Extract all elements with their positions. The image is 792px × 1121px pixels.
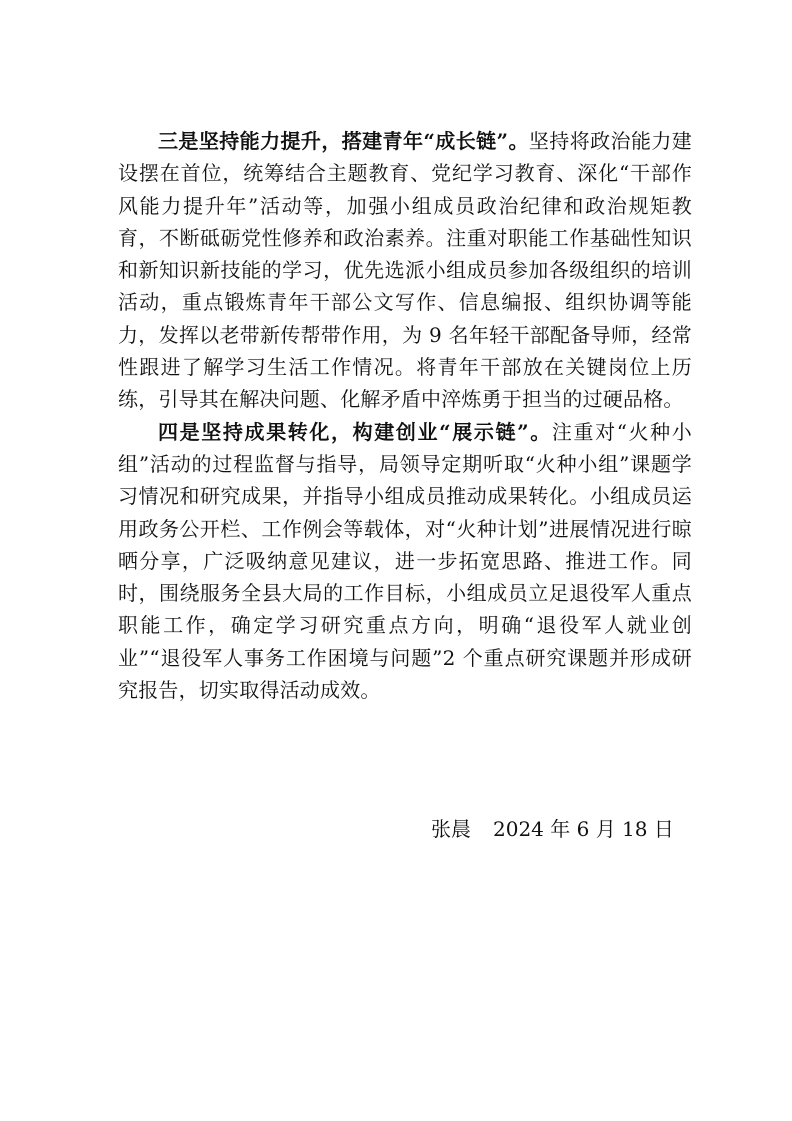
signature-block	[431, 813, 674, 845]
paragraph-lead: 四是坚持成果转化，构建创业“展示链”。	[158, 419, 552, 444]
paragraph-results	[118, 416, 692, 707]
author-name: 张晨	[431, 817, 471, 841]
signature-date: 2024 年 6 月 18 日	[493, 817, 674, 841]
paragraph-capability	[118, 125, 692, 416]
paragraph-body: 坚持将政治能力建设摆在首位，统筹结合主题教育、党纪学习教育、深化“干部作风能力提升年”活动等，加强小组成员政治纪律和政治规矩教育，不断砥砺党性修养和政治素养。注重对职能工作基础性知识和新知识新技能的学习，优先选派小组成员参加各级组织的培训活动，重点锻炼青年干部公文写作、信息编报、组织协调等能力，发挥以老带新传帮带作用，为 9 名年轻干部配备导师，经常性跟进了解学习生活工作情况。将青年干部放在关键岗位上历练，引导其在解决问题、化解矛盾中淬炼勇于担当的过硬品格。	[118, 129, 692, 412]
document-body	[118, 125, 692, 706]
paragraph-lead: 三是坚持能力提升，搭建青年“成长链”。	[158, 129, 529, 153]
paragraph-body: 注重对“火种小组”活动的过程监督与指导，局领导定期听取“火种小组”课题学习情况和研究成果，并指导小组成员推动成果转化。小组成员运用政务公开栏、工作例会等载体，对“火种计划”进展情况进行晾晒分享，广泛吸纳意见建议，进一步拓宽思路、推进工作。同时，围绕服务全县大局的工作目标，小组成员立足退役军人重点职能工作，确定学习研究重点方向，明确“退役军人就业创业”“退役军人事务工作困境与问题”2 个重点研究课题并形成研究报告，切实取得活动成效。	[118, 419, 693, 703]
